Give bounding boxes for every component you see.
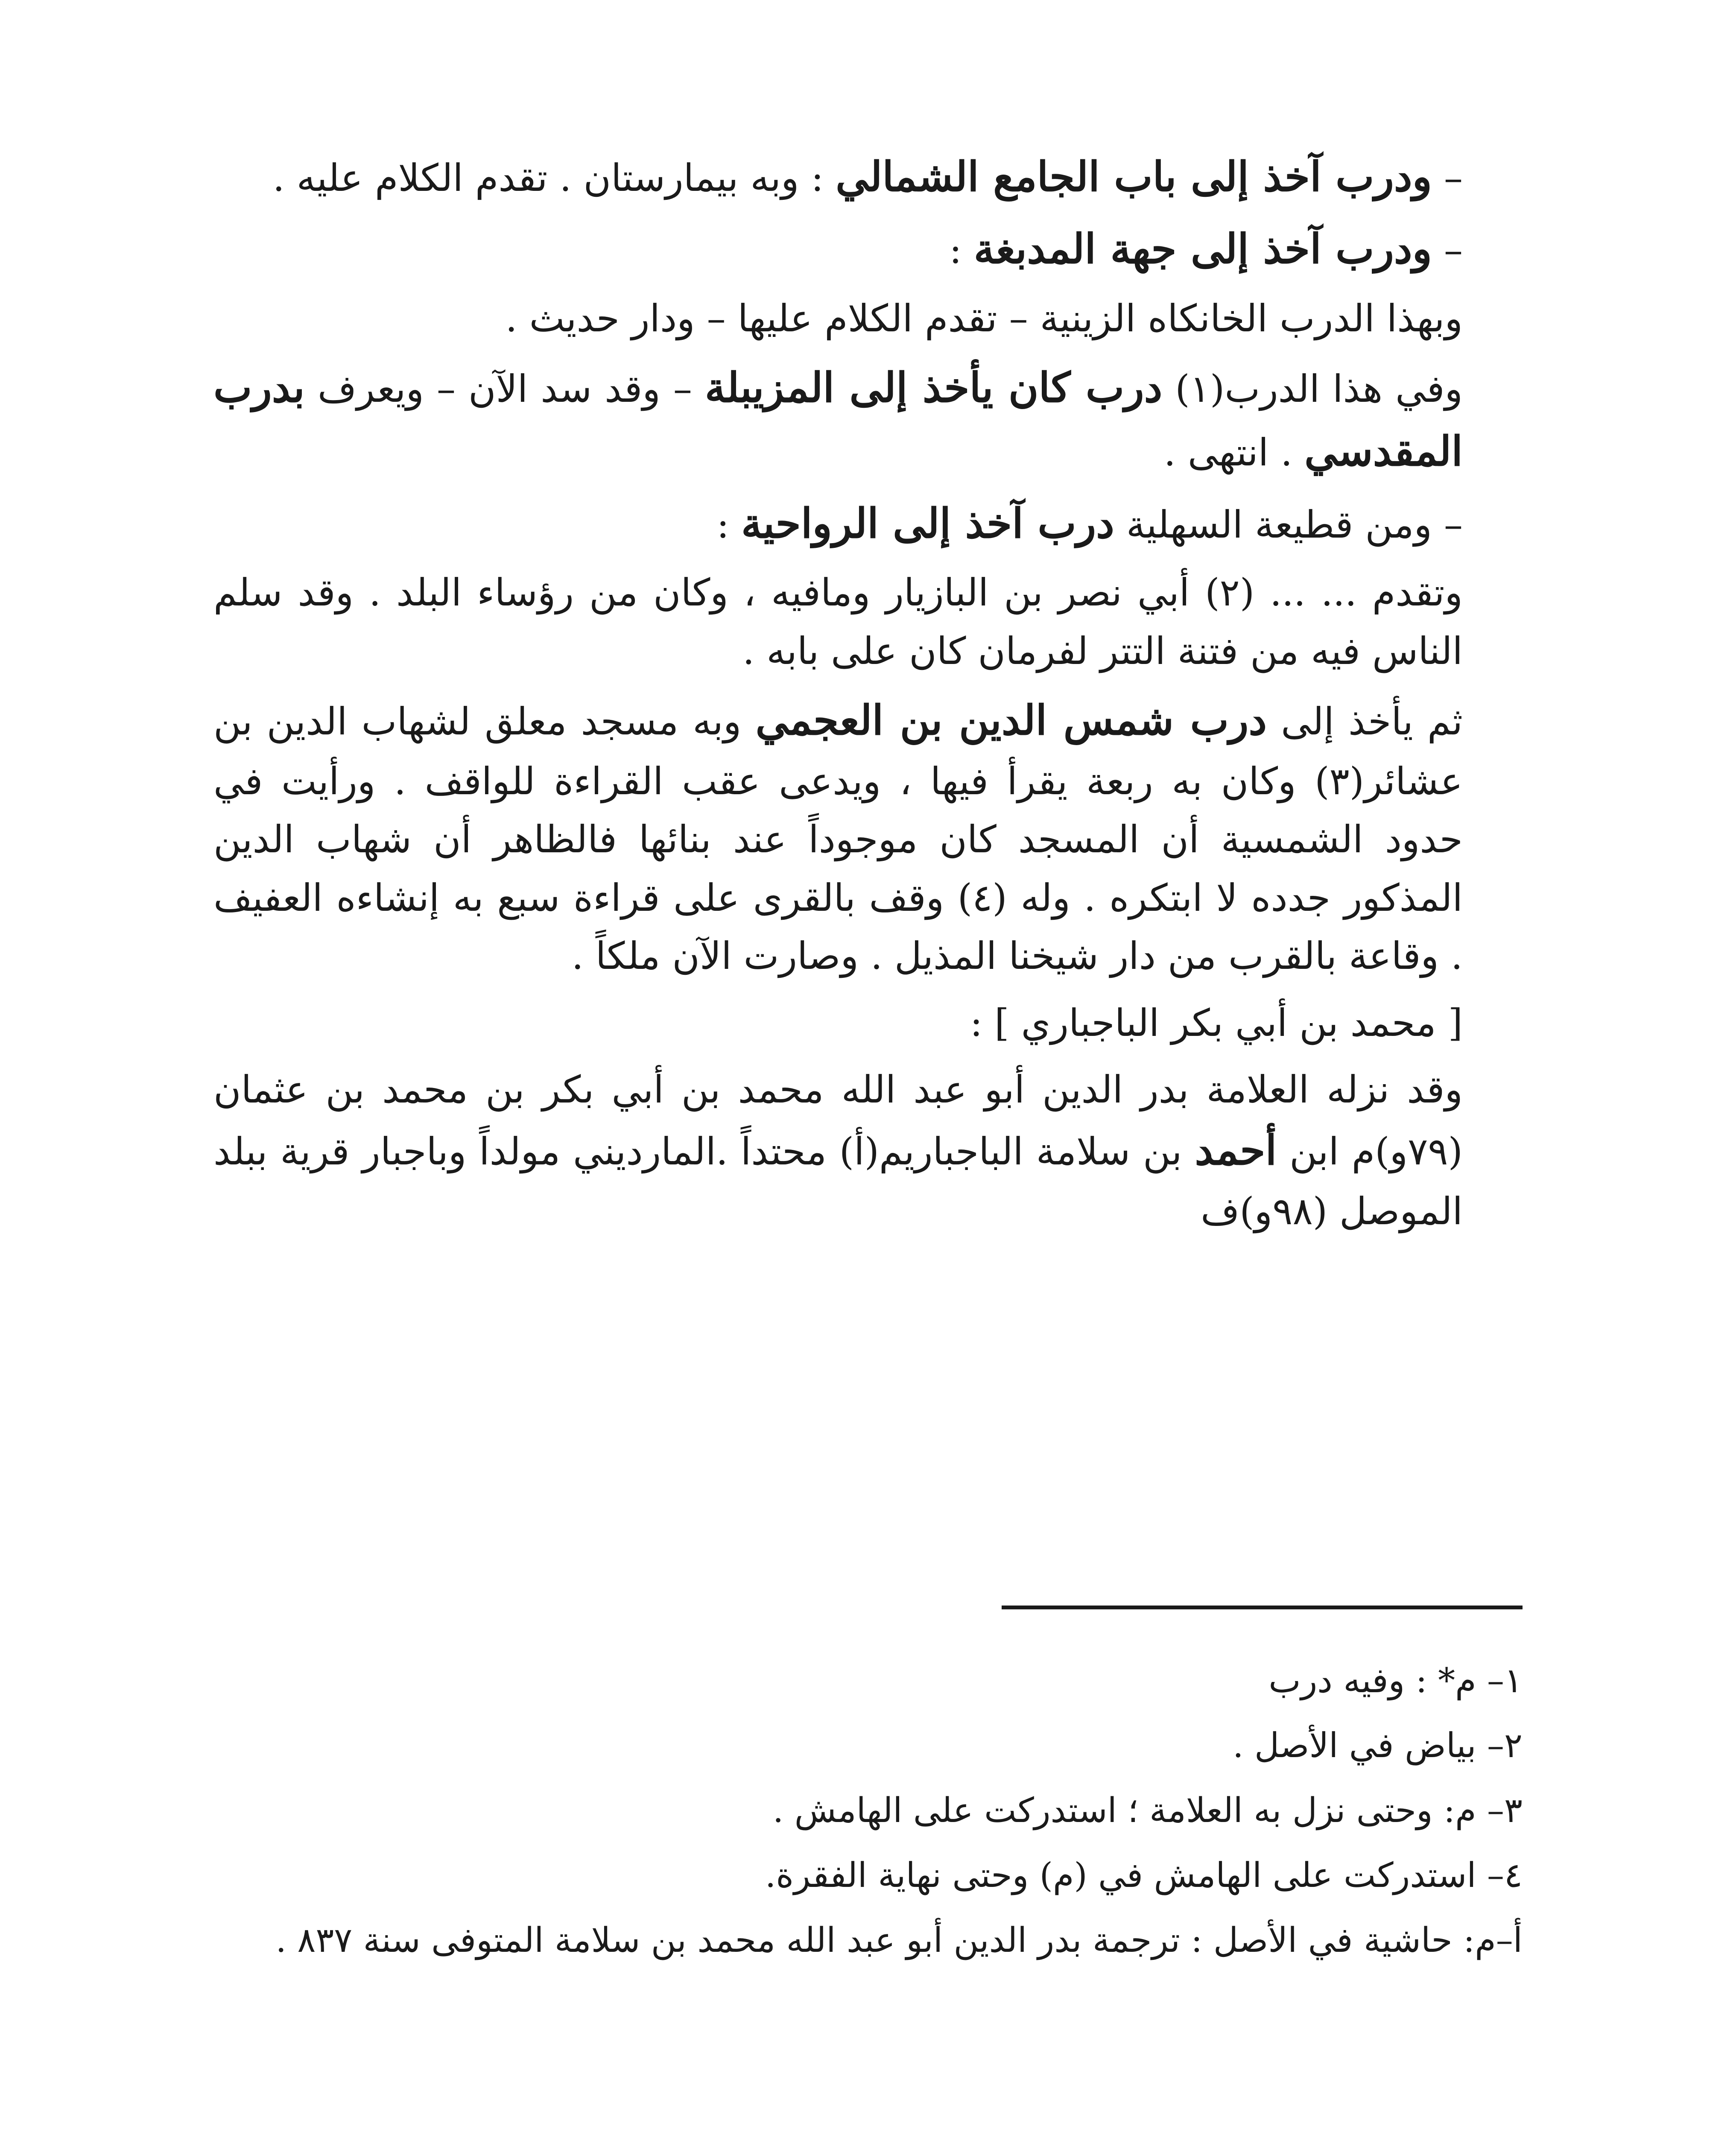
footnote: ٢– بياض في الأصل . [1233, 1726, 1523, 1765]
text-run: بن سلامة الباجباريم(أ) محتداً .المارديني مولداً وباجبار قرية ببلد الموصل (٩٨و)ف [213, 1129, 1463, 1234]
text-run: – وقد سد الآن – ويعرف [304, 366, 705, 411]
text-run: وبه مسجد معلق لشهاب الدين بن عشائر(٣) وكان به ربعة يقرأ فيها ، ويدعى عقب القراءة للواقف . ورأيت في حدود الشمسية أن المسجد كان موجوداً عند بنائها فالظاهر أن شهاب الدين المذكور جدده لا ابتكره . وله (٤) وقف بالقرى على قراءة سبع به إنشاءه العفيف . وقاعة بالقرب من دار شيخنا المذيل . وصارت الآن ملكاً . [213, 699, 1463, 978]
text-run: [ محمد بن أبي بكر الباجباري ] : [970, 1000, 1463, 1045]
paragraph-3 [213, 285, 1523, 352]
paragraph-9 [213, 1056, 1523, 1245]
text-run: – [1432, 228, 1463, 272]
heading-run: ودرب آخذ إلى باب الجامع الشمالي [836, 152, 1432, 201]
heading-run: درب شمس الدين بن العجمي [755, 696, 1267, 745]
text-run: وتقدم ... ... (٢) أبي نصر بن البازيار ومافيه ، وكان من رؤساء البلد . وقد سلم الناس فيه من فتنة التتر لفرمان كان على بابه . [213, 570, 1463, 673]
paragraph-2 [213, 213, 1523, 285]
footnote: ٤– استدركت على الهامش في (م) وحتى نهاية الفقرة. [765, 1855, 1523, 1895]
text-run: : [716, 502, 742, 547]
footnotes [213, 1648, 1523, 1973]
footnote: ١– م* : وفيه درب [1268, 1661, 1523, 1700]
text-run: . انتهى . [1163, 430, 1305, 474]
paragraph-8 [213, 990, 1523, 1056]
text-run: : [949, 228, 974, 272]
footnote: ٣– م: وحتى نزل به العلامة ؛ استدركت على الهامش . [772, 1790, 1523, 1830]
heading-run: بدرب المقدسي [213, 363, 1463, 475]
text-run: وفي هذا الدرب(١) [1162, 366, 1463, 411]
footnote: أ–م: حاشية في الأصل : ترجمة بدر الدين أبو عبد الله محمد بن سلامة المتوفى سنة ٨٣٧ . [275, 1920, 1523, 1960]
text-run: – ومن قطيعة السهلية [1114, 502, 1463, 547]
paragraph-4 [213, 352, 1523, 488]
heading-run: ودرب آخذ إلى جهة المدبغة [973, 224, 1432, 273]
text-run: وبهذا الدرب الخانكاه الزينية – تقدم الكلام عليها – ودار حديث . [505, 296, 1463, 340]
heading-run: أحمد [1195, 1126, 1277, 1175]
heading-run: درب آخذ إلى الرواحية [741, 499, 1114, 547]
text-run: – [1432, 156, 1463, 200]
text-run: ثم يأخذ إلى [1267, 699, 1463, 744]
footnote-separator [1002, 1606, 1523, 1609]
text-run: وقد نزله العلامة بدر الدين أبو عبد الله محمد بن أبي بكر بن محمد بن عثمان (٧٩و)م ابن [213, 1067, 1463, 1174]
text-run: : وبه بيمارستان . تقدم الكلام عليه . [272, 156, 836, 200]
paragraph-7 [213, 684, 1523, 989]
heading-run: درب كان يأخذ إلى المزيبلة [704, 363, 1163, 412]
main-text [213, 141, 1523, 1245]
paragraph-1 [213, 141, 1523, 213]
paragraph-5 [213, 488, 1523, 560]
paragraph-6 [213, 559, 1523, 684]
